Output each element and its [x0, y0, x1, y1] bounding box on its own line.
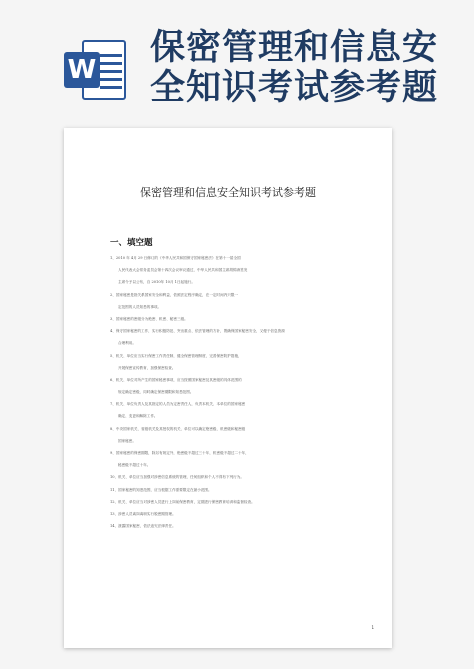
document-line: 人民代表大会常务委员会第十四次会议审议通过，中华人民共和国主席胡锦涛签发 [118, 268, 248, 273]
document-line: 14、泄露国家秘密，依法追究法律责任。 [110, 524, 176, 529]
banner-title [150, 28, 450, 108]
document-line: 确定、变更和解除工作。 [118, 414, 158, 419]
document-line: 3、国家秘密的密级分为绝密、机密、秘密三级。 [110, 316, 188, 321]
document-line: 合理利用。 [118, 341, 136, 346]
document-line: 10、机关、单位应当加强对涉密信息系统的管理，任何组织和个人不得有下列行为。 [110, 475, 244, 480]
document-line: 4、保守国家秘密的工作，实行积极防范、突出重点、依法管理的方针，既确保国家秘密安全，又便于信息资源 [110, 329, 285, 334]
word-document-icon [64, 38, 130, 104]
document-line: 6、机关、单位对所产生的国家秘密事项，应当按照国家秘密及其密级的具体范围的 [110, 377, 242, 382]
document-line: 13、涉密人员离岗离职实行脱密期管理。 [110, 511, 176, 516]
document-line: 5、机关、单位应当实行保密工作责任制，健全保密管理制度，完善保密防护措施， [110, 353, 242, 358]
document-line: 9、国家秘密的保密期限，除另有规定外，绝密级不超过三十年，机密级不超过二十年， [110, 451, 249, 455]
banner-title-line-2: 全知识考试参考题 [150, 68, 439, 108]
document-line: 2、国家秘密是指关系国家安全和利益，依照法定程序确定，在一定时间内只限一 [110, 292, 239, 297]
document-page [64, 128, 392, 648]
banner [0, 0, 474, 110]
document-line: 7、机关、单位负责人及其指定的人员为定密责任人，负责本机关、本单位的国家秘密 [110, 402, 246, 407]
document-line: 11、国家秘密的知悉范围，应当根据工作需要限定在最小范围。 [110, 487, 212, 492]
document-line: 8、中央国家机关、省级机关及其授权的机关、单位可以确定绝密级、机密级和秘密级 [110, 426, 246, 431]
document-line: 国家秘密。 [118, 438, 136, 443]
document-line: 秘密级不超过十年。 [118, 463, 151, 468]
page-number: 1 [371, 625, 374, 630]
document-title: 保密管理和信息安全知识考试参考题 [140, 186, 316, 199]
banner-title-line-1: 保密管理和信息安 [150, 28, 439, 68]
document-line: 1、2010 年 4月 29 日修订的《中华人民共和国保守国家秘密法》在第十一届全国 [110, 256, 241, 260]
word-letter-badge: W [64, 52, 100, 88]
document-line: 定范围的人员知悉的事项。 [118, 304, 162, 309]
document-line: 规定确定密级，同时确定保密期限和知悉范围。 [118, 390, 194, 395]
document-line: 主席令予以公布，自 2010年 10月 1日起施行。 [118, 280, 195, 285]
document-line: 12、机关、单位应当对涉密人员进行上岗前保密教育，定期进行保密教育培训和监督检查。 [110, 499, 255, 504]
document-line: 开展保密宣传教育，加强保密检查。 [118, 365, 176, 370]
document-body [110, 252, 380, 532]
section-heading: 一、填空题 [110, 238, 153, 248]
